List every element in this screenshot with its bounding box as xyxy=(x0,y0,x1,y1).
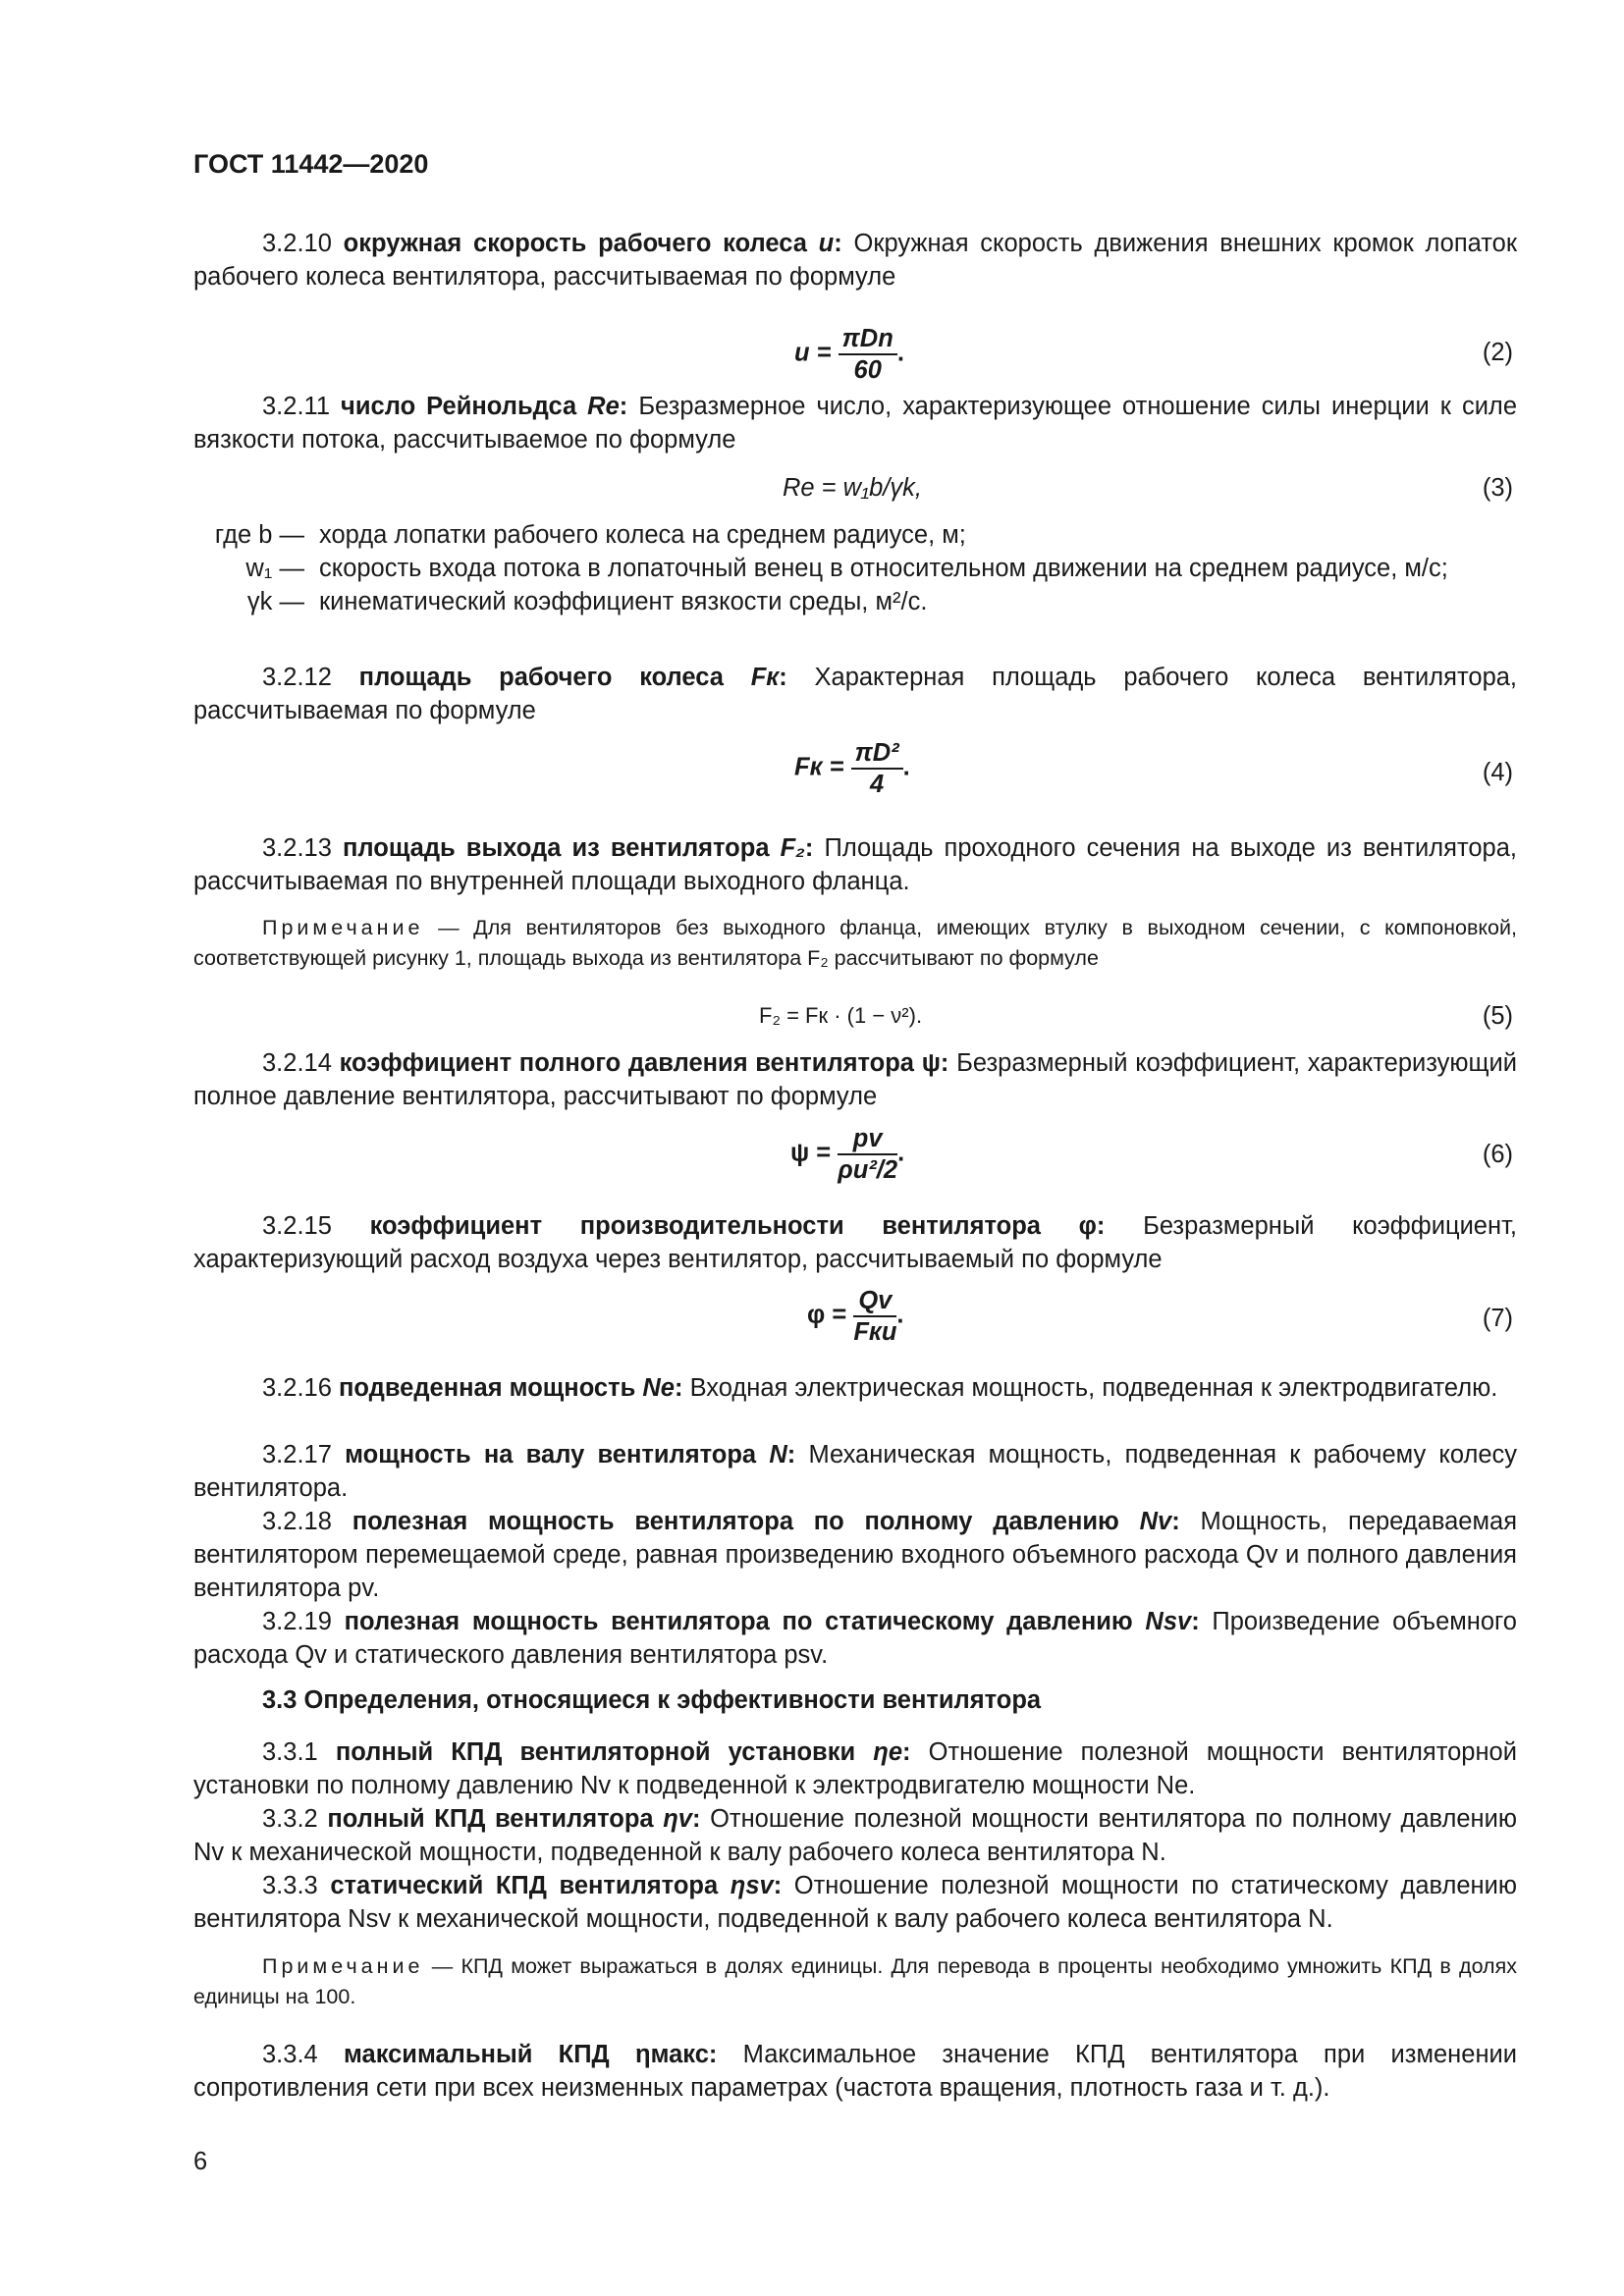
clause-term: полный КПД вентиляторной установки ηe: xyxy=(335,1738,911,1766)
formula-fraction: $\frac{\text{πDn}}{60}$ xyxy=(839,324,897,385)
formula-6: ψ = $\frac{pv}{\text{ρu²/2}}$ . (6) xyxy=(790,1125,1513,1184)
note-2 xyxy=(193,1951,1517,2012)
equation-number: (2) xyxy=(1482,339,1513,366)
clause-text: Окружная скорость движения внешних кромок лопаток рабочего колеса вентилятора, рассчитываемая по формуле xyxy=(193,230,1517,291)
clause-text: Максимальное значение КПД вентилятора при изменении сопротивления сети при всех неизменных параметрах (частота вращения, плотность газа и т. д.). xyxy=(193,2041,1518,2102)
clause-text: Произведение объемного расхода Qv и статического давления вентилятора psv. xyxy=(193,1608,1517,1669)
note-label: Примечание xyxy=(262,1954,424,1978)
clause-number: 3.2.10 xyxy=(262,230,332,257)
clause-term: окружная скорость рабочего колеса u: xyxy=(343,230,842,257)
formula-fraction: $\frac{pv}{\text{ρu²/2}}$ xyxy=(838,1125,898,1184)
clause-number: 3.3.2 xyxy=(262,1805,318,1833)
clause-number: 3.3.3 xyxy=(262,1872,318,1899)
clause-3-3-2 xyxy=(193,1802,1517,1869)
clause-term: число Рейнольдса Re: xyxy=(341,393,628,420)
clause-number: 3.2.18 xyxy=(262,1508,332,1535)
clause-3-2-10 xyxy=(193,227,1517,294)
legend-symbol: γk — xyxy=(246,588,304,615)
formula-7: φ = $\frac{Qv}{\text{Fкu}}$ . (7) xyxy=(807,1287,1513,1346)
formula-fraction: $\frac{\text{πD²}}{4}$ xyxy=(851,738,903,799)
formula-2: u = $\frac{\text{πDn}}{60}$ . (2) xyxy=(794,325,1513,384)
legend-text: скорость входа потока в лопаточный венец в относительном движении на среднем радиусе, м/с; xyxy=(319,555,1448,582)
clause-number: 3.2.19 xyxy=(262,1608,332,1635)
clause-3-3-3 xyxy=(193,1869,1517,1936)
clause-3-2-19 xyxy=(193,1605,1517,1672)
legend-symbol: где b — xyxy=(214,521,304,549)
section-heading: 3.3 Определения, относящиеся к эффективности вентилятора xyxy=(262,1686,1042,1714)
clause-text: Безразмерный коэффициент, характеризующий расход воздуха через вентилятор, рассчитываемый по формуле xyxy=(193,1212,1518,1273)
legend-symbol: w₁ — xyxy=(245,555,304,582)
formula-fraction: $\frac{Qv}{\text{Fкu}}$ xyxy=(853,1287,897,1346)
clause-text: Входная электрическая мощность, подведенная к электродвигателю. xyxy=(689,1374,1498,1402)
clause-term: полный КПД вентилятора ηv: xyxy=(327,1805,701,1833)
clause-3-2-11 xyxy=(193,390,1517,456)
clause-term: полезная мощность вентилятора по полному давлению Nv: xyxy=(352,1508,1180,1535)
note-1 xyxy=(193,913,1517,974)
clause-term: коэффициент полного давления вентилятора ψ: xyxy=(339,1049,949,1077)
formula-4: Fк = $\frac{\text{πD²}}{4}$ . (4) xyxy=(794,739,1513,798)
note-text: — КПД может выражаться в долях единицы. Для перевода в проценты необходимо умножить КПД в долях единицы на 100. xyxy=(193,1954,1517,2008)
clause-term: мощность на валу вентилятора N: xyxy=(345,1441,796,1468)
clause-3-2-15 xyxy=(193,1209,1517,1276)
clause-term: площадь рабочего колеса Fк: xyxy=(358,664,787,691)
formula-expression: F₂ = Fк · (1 − ν²). xyxy=(759,1003,923,1028)
legend-item xyxy=(193,585,1517,618)
equation-number: (3) xyxy=(1482,474,1513,502)
clause-number: 3.2.12 xyxy=(262,664,332,691)
legend-item xyxy=(193,552,1517,585)
symbol-legend xyxy=(193,518,1517,618)
clause-3-3-1 xyxy=(193,1735,1517,1802)
legend-text: кинематический коэффициент вязкости среды, м²/с. xyxy=(319,588,928,615)
clause-number: 3.2.15 xyxy=(262,1212,332,1240)
clause-text: Мощность, передаваемая вентилятором перемещаемой среде, равная произведению входного объемного расхода Qv и полного давления вентилятора pv. xyxy=(193,1508,1518,1602)
clause-term: подведенная мощность Ne: xyxy=(339,1374,683,1402)
note-label: Примечание xyxy=(262,916,424,939)
equation-number: (7) xyxy=(1482,1305,1513,1332)
clause-text: Отношение полезной мощности вентилятора по полному давлению Nv к механической мощности, подведенной к валу рабочего колеса вентилятора N. xyxy=(193,1805,1518,1866)
clause-text: Площадь проходного сечения на выходе из вентилятора, рассчитываемая по внутренней площади выходного фланца. xyxy=(193,834,1517,895)
equation-number: (4) xyxy=(1482,759,1513,786)
clause-number: 3.3.1 xyxy=(262,1738,318,1766)
clause-number: 3.2.13 xyxy=(262,834,332,862)
clause-3-2-16 xyxy=(193,1371,1517,1405)
clause-number: 3.2.16 xyxy=(262,1374,332,1402)
clause-text: Безразмерный коэффициент, характеризующий полное давление вентилятора, рассчитывают по формуле xyxy=(193,1049,1517,1110)
clause-term: коэффициент производительности вентилятора φ: xyxy=(369,1212,1106,1240)
clause-number: 3.3.4 xyxy=(262,2041,318,2068)
clause-3-3-4 xyxy=(193,2038,1517,2105)
clause-number: 3.2.17 xyxy=(262,1441,332,1468)
clause-3-2-12 xyxy=(193,661,1517,727)
clause-number: 3.2.14 xyxy=(262,1049,332,1077)
clause-3-2-14 xyxy=(193,1046,1517,1113)
clause-3-2-13 xyxy=(193,831,1517,898)
page-header: ГОСТ 11442—2020 xyxy=(193,149,429,179)
clause-text: Отношение полезной мощности вентиляторной установки по полному давлению Nv к подведенной к электродвигателю мощности Ne. xyxy=(193,1738,1517,1799)
clause-3-2-18 xyxy=(193,1505,1517,1605)
clause-text: Отношение полезной мощности по статическому давлению вентилятора Nsv к механической мощности, подведенной к валу рабочего колеса вентилятора N. xyxy=(193,1872,1518,1933)
equation-number: (5) xyxy=(1482,1002,1513,1030)
clause-term: площадь выхода из вентилятора F₂: xyxy=(342,834,814,862)
formula-lhs: φ = xyxy=(807,1301,847,1329)
formula-expression: Re = w₁b/γk, xyxy=(783,474,922,502)
formula-lhs: u = xyxy=(794,339,832,367)
formula-lhs: ψ = xyxy=(790,1139,832,1167)
clause-text: Характерная площадь рабочего колеса вентилятора, рассчитываемая по формуле xyxy=(193,664,1518,724)
clause-number: 3.2.11 xyxy=(262,393,331,420)
legend-item xyxy=(193,518,1517,552)
clause-3-2-17 xyxy=(193,1438,1517,1505)
clause-term: полезная мощность вентилятора по статическому давлению Nsv: xyxy=(344,1608,1200,1635)
equation-number: (6) xyxy=(1482,1141,1513,1168)
note-text: — Для вентиляторов без выходного фланца, имеющих втулку в выходном сечении, с компоновкой, соответствующей рисунку 1, площадь выхода из вентилятора F₂ рассчитывают по формуле xyxy=(193,916,1517,970)
formula-lhs: Fк = xyxy=(794,753,844,781)
clause-text: Механическая мощность, подведенная к рабочему колесу вентилятора. xyxy=(193,1441,1518,1502)
legend-text: хорда лопатки рабочего колеса на среднем радиусе, м; xyxy=(319,521,966,549)
clause-term: статический КПД вентилятора ηsv: xyxy=(330,1872,783,1899)
page-number: 6 xyxy=(193,2148,208,2175)
clause-text: Безразмерное число, характеризующее отношение силы инерции к силе вязкости потока, рассчитываемое по формуле xyxy=(193,393,1517,454)
clause-term: максимальный КПД ηмакс: xyxy=(343,2041,718,2068)
